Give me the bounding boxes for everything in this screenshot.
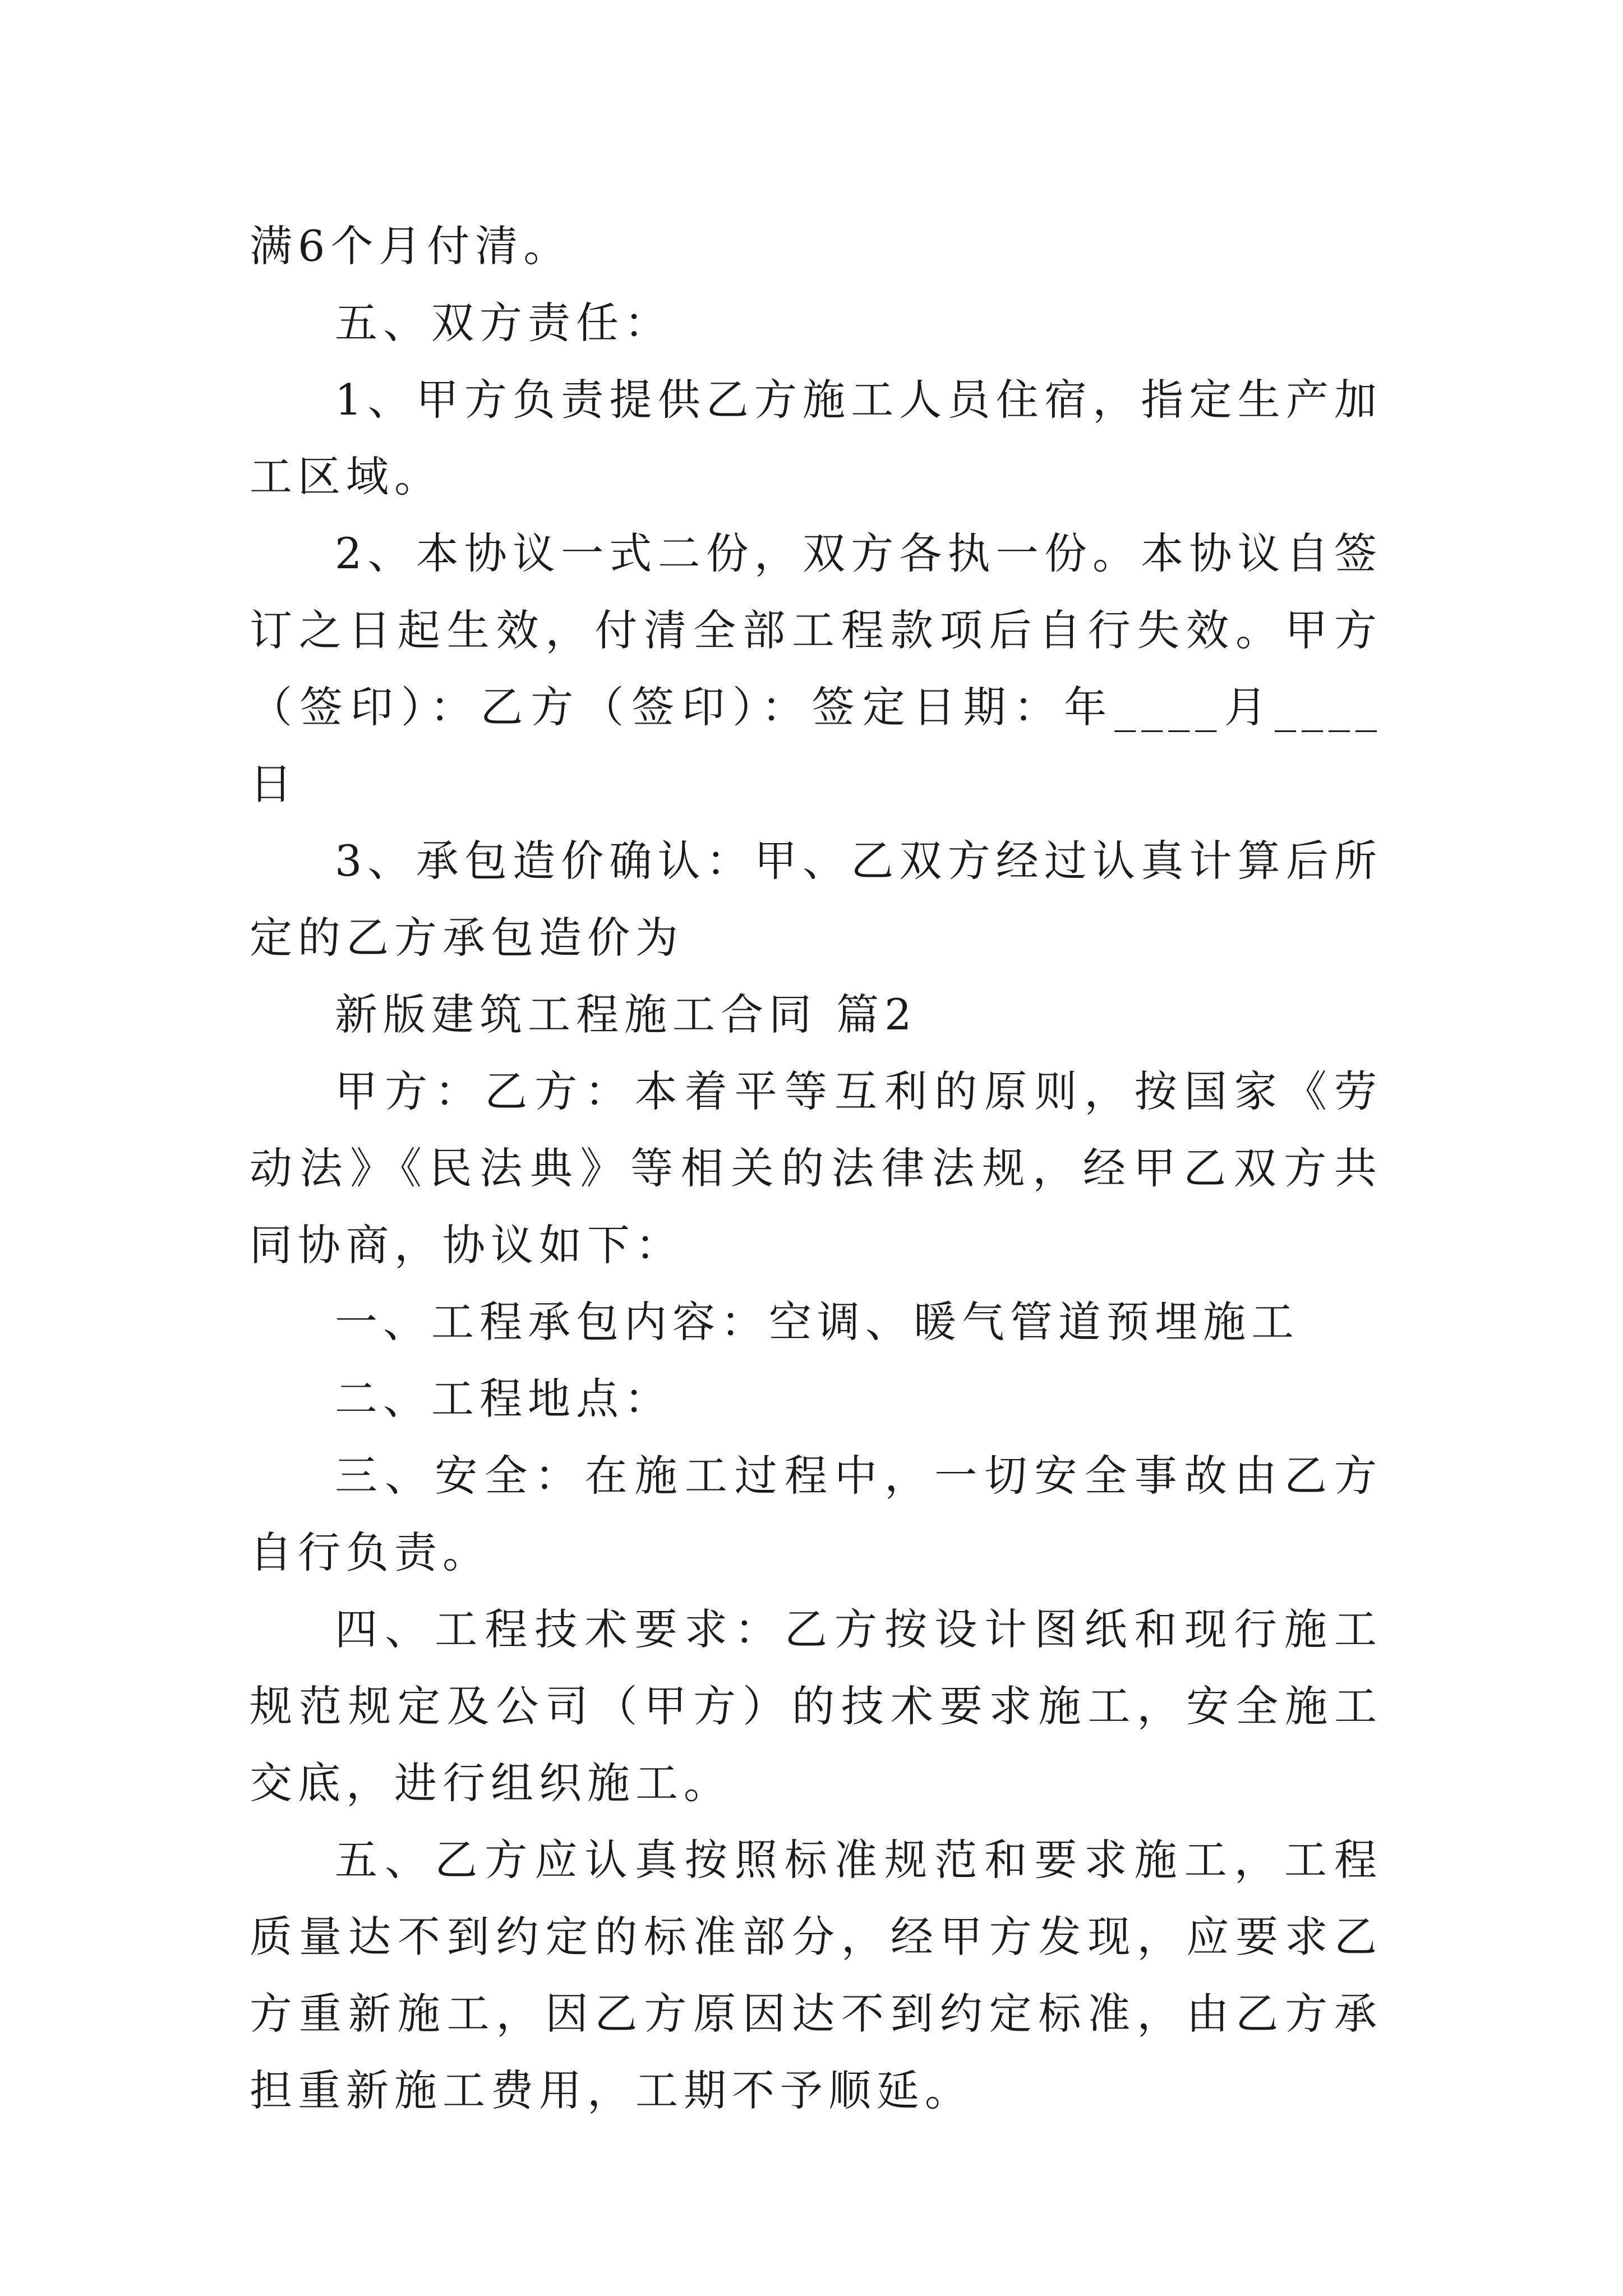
clause-accommodation: 1、甲方负责提供乙方施工人员住宿，指定生产加工区域。 xyxy=(250,375,1382,501)
contract-title-part-2: 新版建筑工程施工合同 篇2 xyxy=(335,990,917,1039)
clause-technical-requirements: 四、工程技术要求：乙方按设计图纸和现行施工规范规定及公司（甲方）的技术要求施工，安全施工交底，进行组织施工。 xyxy=(250,1604,1382,1808)
clause-price-confirmation: 3、承包造价确认：甲、乙双方经过认真计算后所定的乙方承包造价为 xyxy=(250,836,1382,963)
paragraph-payment-end: 满6个月付清。 xyxy=(250,221,572,271)
clause-copies-signatures: 2、本协议一式二份，双方各执一份。本协议自签订之日起生效，付清全部工程款项后自行失效。甲方（签印）：乙方（签印）：签定日期：年____月____日 xyxy=(250,528,1382,809)
clause-quality: 五、乙方应认真按照标准规范和要求施工，工程质量达不到约定的标准部分，经甲方发现，应要求乙方重新施工，因乙方原因达不到约定标准，由乙方承担重新施工费用，工期不予顺延。 xyxy=(250,1835,1382,2115)
clause-safety: 三、安全：在施工过程中，一切安全事故由乙方自行负责。 xyxy=(250,1451,1382,1577)
paragraph-preamble: 甲方：乙方：本着平等互利的原则，按国家《劳动法》《民法典》等相关的法律法规，经甲乙双方共同协商，协议如下： xyxy=(250,1066,1382,1270)
clause-scope: 一、工程承包内容：空调、暖气管道预埋施工 xyxy=(335,1297,1299,1347)
document-body xyxy=(250,208,1382,2129)
section-heading-responsibilities: 五、双方责任： xyxy=(335,298,672,348)
clause-location: 二、工程地点： xyxy=(335,1374,672,1424)
